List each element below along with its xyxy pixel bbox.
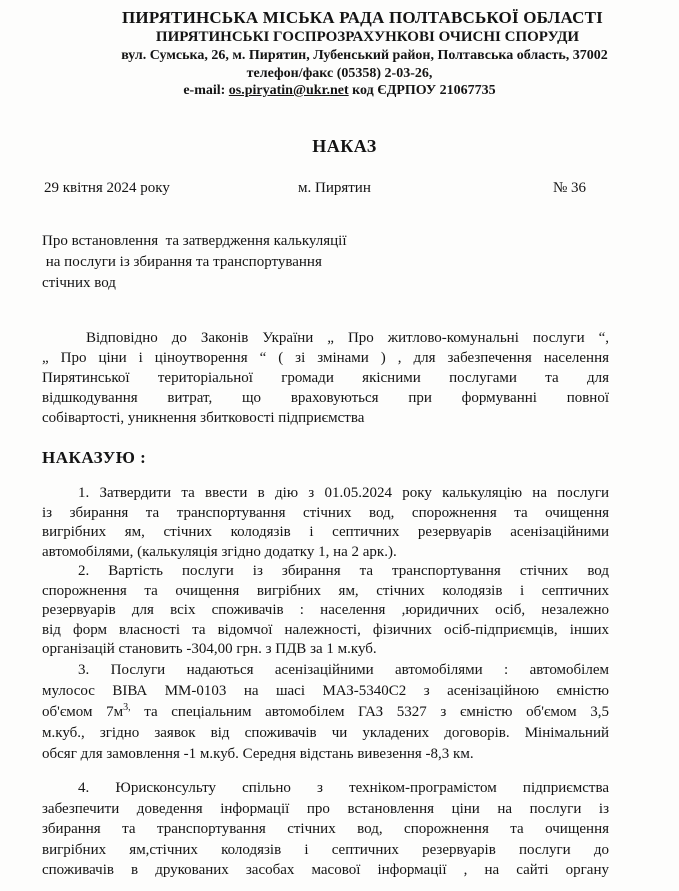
- preamble-line: Пирятинської територіальної громади якісними послугами та для: [42, 370, 609, 386]
- item-line: резервуарів для всіх споживачів : населення ,юридичних осіб, незалежно: [42, 602, 609, 619]
- enterprise-name: ПИРЯТИНСЬКІ ГОСПРОЗРАХУНКОВІ ОЧИСНІ СПОРУДИ: [155, 29, 580, 45]
- orders-heading: НАКАЗУЮ :: [42, 448, 147, 467]
- item-line: м.куб., згідно заявок від споживачів чи укладених договорів. Мінімальний: [42, 725, 609, 741]
- item-line: 2. Вартість послуги із збирання та транспортування стічних вод: [78, 563, 609, 579]
- subject-line: стічних вод: [42, 275, 116, 291]
- item-line: із збирання та транспортування стічних вод, спорожнення та очищення: [42, 504, 609, 521]
- item-line: від форм власності та відомчої належності, фізичних осіб-підприємців, інших: [42, 621, 609, 638]
- subject-line: на послуги із збирання та транспортування: [42, 254, 322, 270]
- order-item-2: [42, 562, 609, 660]
- volume-text-rest: та спеціальним автомобілем ГАЗ 5327 з ємністю об'ємом 3,5: [130, 704, 609, 720]
- cubic-superscript: 3,: [123, 702, 131, 713]
- order-item-4: [42, 778, 609, 881]
- item-line: 4. Юрисконсульту спільно з техніком-програмістом підприємства: [78, 780, 609, 796]
- email-code-line: [0, 82, 679, 100]
- item-line: обсяг для замовлення -1 м.куб. Середня відстань вивезення -8,3 км.: [42, 746, 474, 762]
- item-line: вигрібних ям,стічних колодязів і септичних резервуарів послуги до: [42, 841, 609, 858]
- address: вул. Сумська, 26, м. Пирятин, Лубенський район, Полтавська область, 37002: [121, 48, 608, 63]
- phone-fax: телефон/факс (05358) 2-03-26,: [246, 66, 433, 81]
- item-line: спорожнення та очищення вигрібних ям, стічних колодязів і септичних: [42, 582, 609, 599]
- item-line: 3. Послуги надаються асенізаційними автомобілями : автомобілем: [78, 662, 609, 678]
- item-line: споживачів в друкованих засобах масової інформації , на сайті органу: [42, 862, 609, 878]
- item-line: вигрібних ям, стічних колодязів і септичних резервуарів асенізаційними: [42, 524, 609, 541]
- item-line: 1. Затвердити та ввести в дію з 01.05.2024 року калькуляцію на послуги: [78, 485, 609, 501]
- preamble-line: відшкодування витрат, що враховуються при формуванні повної: [42, 390, 609, 406]
- email-prefix: e-mail:: [183, 83, 229, 98]
- item-line: автомобілями, (калькуляція згідно додатку 1, на 2 арк.).: [42, 543, 397, 560]
- order-city: м. Пирятин: [298, 180, 371, 196]
- preamble-line: „ Про ціни і ціноутворення “ ( зі змінами ) , для забезпечення населення: [42, 350, 609, 366]
- letterhead: [0, 8, 679, 100]
- volume-text: об'ємом 7м: [42, 704, 124, 720]
- preamble-line: собівартості, уникнення збитковості підприємства: [42, 410, 365, 426]
- order-date: 29 квітня 2024 року: [44, 180, 170, 196]
- email-link[interactable]: os.piryatin@ukr.net: [228, 83, 349, 98]
- council-name: ПИРЯТИНСЬКА МІСЬКА РАДА ПОЛТАВСЬКОЇ ОБЛАСТІ: [121, 8, 603, 27]
- order-subject: [42, 231, 402, 294]
- item-line: організацій становить -304,00 грн. з ПДВ за 1 м.куб.: [42, 641, 377, 658]
- document-title: НАКАЗ: [312, 136, 377, 156]
- preamble-paragraph: [42, 328, 609, 428]
- order-number: № 36: [553, 180, 587, 196]
- edrpou-code: код ЄДРПОУ 21067735: [348, 83, 496, 98]
- subject-line: Про встановлення та затвердження калькуляції: [42, 233, 347, 249]
- item-line: збирання та транспортування стічних вод, спорожнення та очищення: [42, 821, 609, 837]
- item-line-volume: [42, 702, 609, 723]
- item-line: мулосос ВІВА ММ-0103 на шасі МАЗ-5340С2 з асенізаційною ємністю: [42, 683, 609, 699]
- preamble-line: Відповідно до Законів України „ Про житлово-комунальні послуги “,: [86, 330, 609, 346]
- order-item-1: [42, 484, 609, 562]
- order-item-3: [42, 660, 609, 765]
- item-line: забезпечити доведення інформації про встановлення ціни на послуги із: [42, 800, 609, 817]
